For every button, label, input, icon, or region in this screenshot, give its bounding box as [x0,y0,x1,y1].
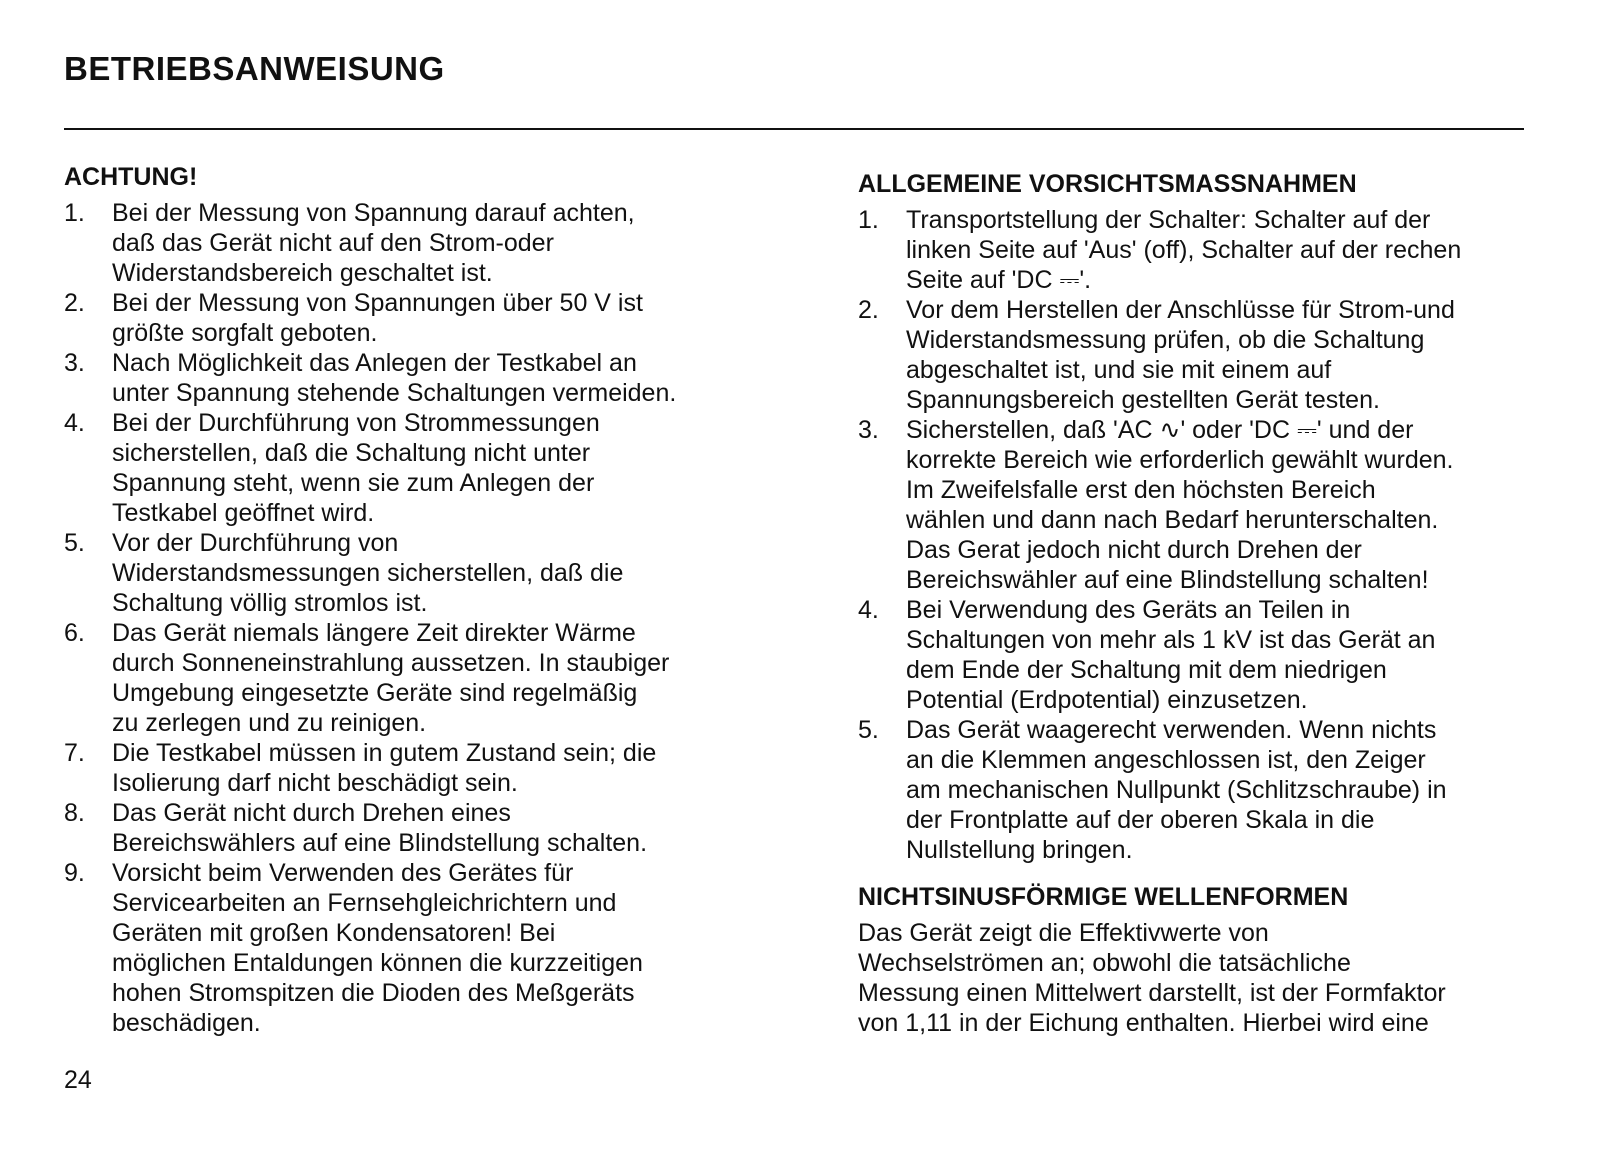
list-item-text-line: zu zerlegen und zu reinigen. [112,709,427,737]
list-item-text-line: Servicearbeiten an Fernsehgleichrichtern und [112,889,617,917]
list-item-number: 8. [64,799,85,827]
list-item-number: 2. [64,289,85,317]
list-item-text-line: Bereichswählers auf eine Blindstellung schalten. [112,829,648,857]
list-item-text-line: Seite auf 'DC ⎓'. [906,266,1092,294]
list-item-text-line: Bei der Durchführung von Strommessungen [112,409,600,437]
list-item-text-line: Isolierung darf nicht beschädigt sein. [112,769,518,797]
list-item-number: 3. [858,416,879,444]
list-item-text-line: Das Gerat jedoch nicht durch Drehen der [906,536,1362,564]
vorsicht-item-3 [858,415,1461,595]
title-divider [64,128,1524,130]
list-item-number: 5. [64,529,85,557]
list-item-text-line: Spannungsbereich gestellten Gerät testen. [906,386,1380,414]
list-item-text-line: Vor der Durchführung von [112,529,399,557]
list-item-text-line: linken Seite auf 'Aus' (off), Schalter auf der rechen [906,236,1462,264]
list-item-text-line: Im Zweifelsfalle erst den höchsten Bereich [906,476,1376,504]
achtung-item-1 [64,198,676,288]
list-item-text-line: daß das Gerät nicht auf den Strom-oder [112,229,554,257]
achtung-item-7 [64,738,676,798]
paragraph-line: von 1,11 in der Eichung enthalten. Hierbei wird eine [858,1009,1429,1037]
vorsicht-list [858,205,1461,865]
list-item-number: 1. [64,199,85,227]
list-item-text-line: Vorsicht beim Verwenden des Gerätes für [112,859,574,887]
list-item-text-line: Das Gerät waagerecht verwenden. Wenn nichts [906,716,1437,744]
achtung-item-5 [64,528,676,618]
paragraph-line: Das Gerät zeigt die Effektivwerte von [858,919,1269,947]
list-item-number: 7. [64,739,85,767]
list-item-text-line: Testkabel geöffnet wird. [112,499,375,527]
achtung-item-4 [64,408,676,528]
achtung-heading: ACHTUNG! [64,163,198,191]
list-item-number: 1. [858,206,879,234]
list-item-text-line: Bereichswähler auf eine Blindstellung schalten! [906,566,1429,594]
list-item-number: 3. [64,349,85,377]
achtung-item-2 [64,288,676,348]
list-item-text-line: abgeschaltet ist, und sie mit einem auf [906,356,1332,384]
list-item-text-line: am mechanischen Nullpunkt (Schlitzschraube) in [906,776,1447,804]
list-item-text-line: Spannung steht, wenn sie zum Anlegen der [112,469,595,497]
vorsicht-item-4 [858,595,1461,715]
list-item-text-line: Bei Verwendung des Geräts an Teilen in [906,596,1351,624]
list-item-text-line: korrekte Bereich wie erforderlich gewählt wurden. [906,446,1454,474]
list-item-number: 9. [64,859,85,887]
list-item-number: 5. [858,716,879,744]
list-item-number: 4. [64,409,85,437]
list-item-text-line: Die Testkabel müssen in gutem Zustand sein; die [112,739,657,767]
list-item-text-line: unter Spannung stehende Schaltungen vermeiden. [112,379,677,407]
list-item-text-line: Umgebung eingesetzte Geräte sind regelmäßig [112,679,638,707]
list-item-text-line: Potential (Erdpotential) einzusetzen. [906,686,1308,714]
vorsicht-item-1 [858,205,1461,295]
list-item-text-line: Das Gerät niemals längere Zeit direkter Wärme [112,619,636,647]
vorsicht-item-2 [858,295,1461,415]
list-item-text-line: möglichen Entaldungen können die kurzzeitigen [112,949,643,977]
achtung-item-8 [64,798,676,858]
wellenformen-heading: NICHTSINUSFÖRMIGE WELLENFORMEN [858,883,1349,911]
list-item-text-line: Widerstandsbereich geschaltet ist. [112,259,493,287]
achtung-item-9 [64,858,676,1038]
vorsicht-item-5 [858,715,1461,865]
paragraph-line: Wechselströmen an; obwohl die tatsächliche [858,949,1351,977]
list-item-text-line: Das Gerät nicht durch Drehen eines [112,799,511,827]
list-item-text-line: Transportstellung der Schalter: Schalter auf der [906,206,1431,234]
list-item-text-line: wählen und dann nach Bedarf herunterschalten. [906,506,1439,534]
list-item-text-line: Nullstellung bringen. [906,836,1133,864]
wellenformen-paragraph [858,918,1446,1038]
list-item-text-line: Widerstandsmessungen sicherstellen, daß die [112,559,624,587]
list-item-text-line: Geräten mit großen Kondensatoren! Bei [112,919,556,947]
list-item-text-line: Bei der Messung von Spannung darauf achten, [112,199,635,227]
list-item-text-line: Widerstandsmessung prüfen, ob die Schaltung [906,326,1425,354]
list-item-text-line: Nach Möglichkeit das Anlegen der Testkabel an [112,349,637,377]
achtung-item-3 [64,348,676,408]
list-item-text-line: der Frontplatte auf der oberen Skala in die [906,806,1375,834]
list-item-text-line: Sicherstellen, daß 'AC ∿' oder 'DC ⎓' und der [906,416,1414,444]
list-item-text-line: Schaltung völlig stromlos ist. [112,589,428,617]
list-item-text-line: Bei der Messung von Spannungen über 50 V ist [112,289,643,317]
achtung-list [64,198,676,1038]
list-item-text-line: durch Sonneneinstrahlung aussetzen. In staubiger [112,649,670,677]
list-item-text-line: größte sorgfalt geboten. [112,319,378,347]
list-item-number: 4. [858,596,879,624]
paragraph-line: Messung einen Mittelwert darstellt, ist der Formfaktor [858,979,1446,1007]
page-number: 24 [64,1066,92,1094]
list-item-text-line: Vor dem Herstellen der Anschlüsse für Strom-und [906,296,1455,324]
list-item-text-line: sicherstellen, daß die Schaltung nicht unter [112,439,591,467]
achtung-item-6 [64,618,676,738]
list-item-text-line: an die Klemmen angeschlossen ist, den Zeiger [906,746,1426,774]
list-item-number: 6. [64,619,85,647]
vorsicht-heading: ALLGEMEINE VORSICHTSMASSNAHMEN [858,170,1357,198]
list-item-text-line: hohen Stromspitzen die Dioden des Meßgeräts [112,979,635,1007]
list-item-text-line: beschädigen. [112,1009,261,1037]
list-item-text-line: dem Ende der Schaltung mit dem niedrigen [906,656,1387,684]
list-item-number: 2. [858,296,879,324]
page-title: BETRIEBSANWEISUNG [64,50,445,87]
list-item-text-line: Schaltungen von mehr als 1 kV ist das Gerät an [906,626,1436,654]
